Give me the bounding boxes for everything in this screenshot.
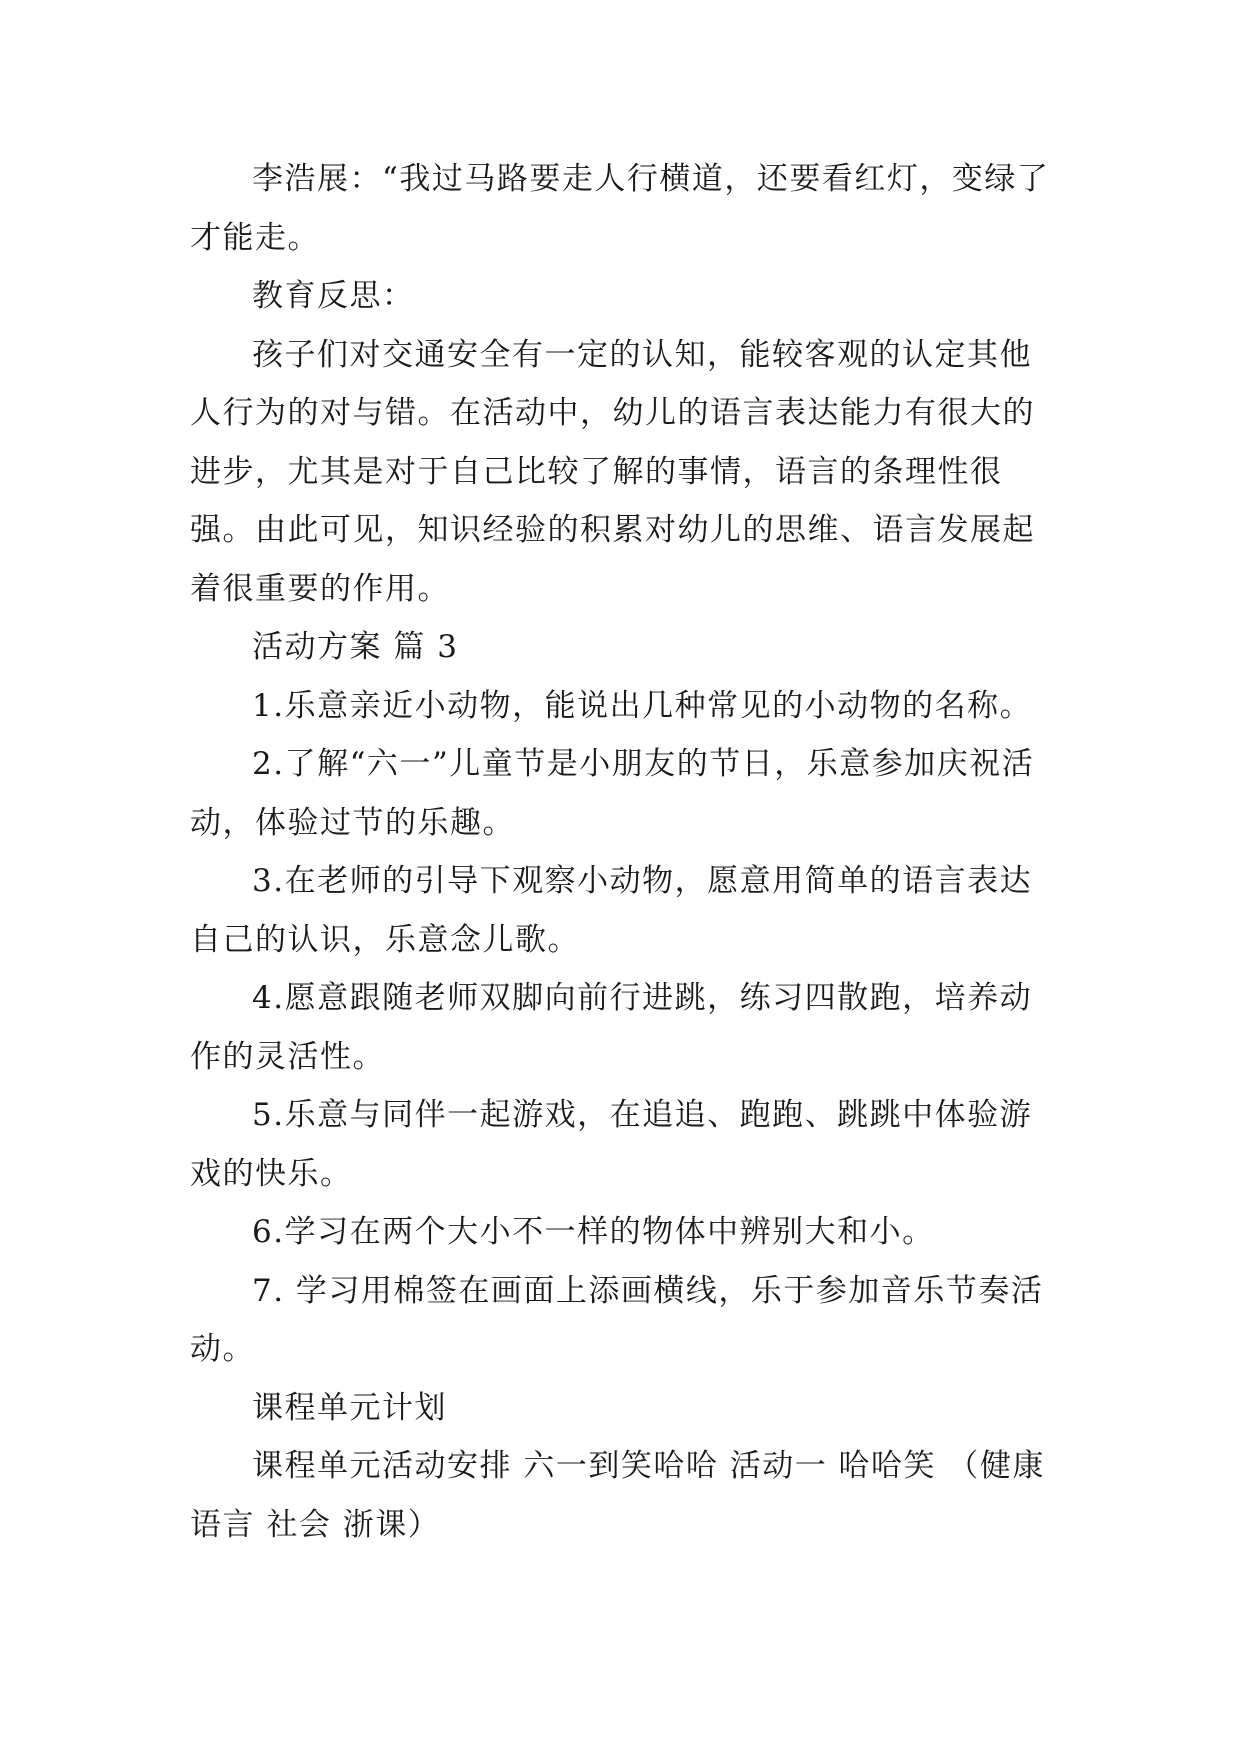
list-item-goal-6: 6.学习在两个大小不一样的物体中辨别大和小。 [252,1214,935,1250]
list-item-goal-3: 3.在老师的引导下观察小动物，愿意用简单的语言表达自己的认识，乐意念儿歌。 [190,863,1033,958]
list-item-goal-4: 4.愿意跟随老师双脚向前行进跳，练习四散跑，培养动作的灵活性。 [190,980,1033,1075]
document-body [190,150,1060,1554]
list-item-goal-1: 1.乐意亲近小动物，能说出几种常见的小动物的名称。 [252,687,1033,724]
paragraph-reflection: 孩子们对交通安全有一定的认知，能较客观的认定其他人行为的对与错。在活动中，幼儿的语言表达能力有很大的进步，尤其是对于自己比较了解的事情，语言的条理性很强。由此可见，知识经验的积累对幼儿的思维、语言发展起着很重要的作用。 [190,336,1035,607]
section-heading-plan-3: 活动方案 篇 3 [252,629,459,665]
list-item-goal-5: 5.乐意与同伴一起游戏，在追追、跑跑、跳跳中体验游戏的快乐。 [190,1097,1033,1192]
paragraph-dialogue: 李浩展：“我过马路要走人行横道，还要看红灯，变绿了才能走。 [190,161,1050,256]
list-item-goal-2: 2.了解“六一”儿童节是小朋友的节日，乐意参加庆祝活动，体验过节的乐趣。 [190,746,1035,841]
list-item-goal-7: 7. 学习用棉签在画面上添画横线，乐于参加音乐节奏活动。 [190,1272,1044,1367]
paragraph-reflection-heading: 教育反思： [252,278,415,314]
section-heading-unit-plan: 课程单元计划 [252,1389,447,1426]
paragraph-unit-schedule: 课程单元活动安排 六一到笑哈哈 活动一 哈哈笑 （健康 语言 社会 浙课） [190,1448,1045,1543]
